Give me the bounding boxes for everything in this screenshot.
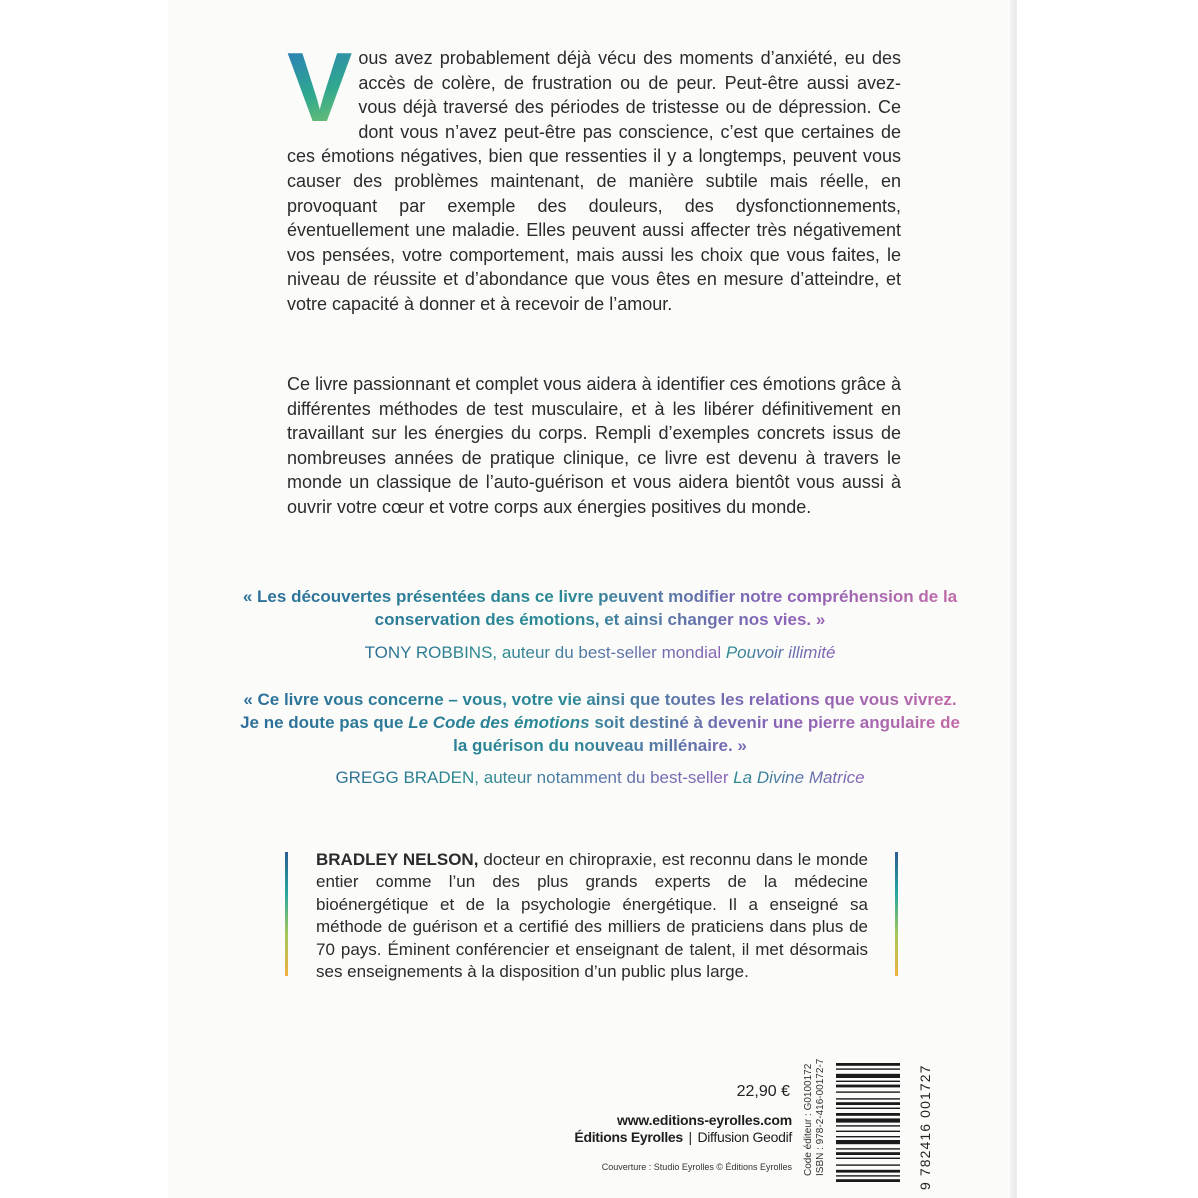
quote-braden bbox=[240, 688, 960, 757]
author-bio-text: docteur en chiropraxie, est reconnu dans le monde entier comme l’un des plus grands experts de la médecine bioénergétique et de la psychologie énergétique. Il a enseigné sa méthode de guérison et a certifié des milliers de praticiens dans plus de 70 pays. Éminent conférencier et enseignant de talent, il met désormais ses enseignements à la disposition d’un public plus large. bbox=[316, 850, 868, 982]
author-bio bbox=[316, 849, 868, 983]
quote-braden-author: GREGG BRADEN, bbox=[335, 768, 480, 787]
barcode-icon bbox=[836, 1063, 900, 1187]
quote-robbins-book: Pouvoir illimité bbox=[725, 643, 836, 662]
quote-braden-role: auteur notamment du best-seller bbox=[479, 768, 734, 787]
quote-robbins-author: TONY ROBBINS, bbox=[364, 643, 498, 662]
quote-robbins-role: auteur du best-seller mondial bbox=[497, 643, 726, 662]
isbn-number: ISBN : 978-2-416-00172-7 bbox=[815, 1058, 826, 1176]
isbn-codes bbox=[803, 1059, 827, 1176]
drop-cap-letter: V bbox=[287, 32, 353, 142]
description-paragraph: Ce livre passionnant et complet vous aidera à identifier ces émotions grâce à différentes méthodes de test musculaire, et à les libérer définitivement en travaillant sur les énergies du corps. Rempli d’exemples concrets issus de nombreuses années de pratique clinique, ce livre est devenu à travers le monde un classique de l’auto-guérison et vous aidera bientôt vous aussi à ouvrir votre cœur et votre corps aux énergies positives du monde. bbox=[287, 374, 901, 517]
quote-robbins: « Les découvertes présentées dans ce livre peuvent modifier notre compréhension de la conservation des émotions, et ainsi changer nos vies. » bbox=[240, 585, 960, 631]
author-bio-name: BRADLEY NELSON, bbox=[316, 850, 479, 869]
distributor-name: Diffusion Geodif bbox=[697, 1129, 792, 1145]
barcode-digits: 9 782416 001727 bbox=[917, 1064, 933, 1190]
quote-braden-title: Le Code des émotions bbox=[408, 713, 590, 732]
quote-braden-text-b: soit destiné à devenir une pierre angulaire de la guérison du nouveau millénaire. » bbox=[453, 713, 960, 755]
code-editeur: Code éditeur : G0100172 bbox=[803, 1063, 814, 1176]
publisher-line bbox=[560, 1129, 792, 1145]
quote-robbins-credit bbox=[240, 642, 960, 664]
publisher-name: Éditions Eyrolles bbox=[574, 1129, 683, 1145]
bio-accent-bar-right bbox=[895, 852, 898, 976]
publisher-website: www.editions-eyrolles.com bbox=[617, 1112, 792, 1128]
price: 22,90 € bbox=[736, 1083, 790, 1100]
quote-braden-book: La Divine Matrice bbox=[733, 768, 865, 787]
intro-paragraph bbox=[287, 32, 901, 317]
intro-text: ous avez probablement déjà vécu des moments d’anxiété, eu des accès de colère, de frustration ou de peur. Peut-être aussi avez-vous déjà traversé des périodes de tristesse ou de dépression. Ce dont vous n’avez peut-être pas conscience, c’est que certaines de ces émotions négatives, bien que ressenties il y a longtemps, peuvent vous causer des problèmes maintenant, de manière subtile mais réelle, en provoquant par exemple des douleurs, des dysfonctionnements, éventuellement une maladie. Elles peuvent aussi affecter très négativement vos pensées, votre comportement, mais aussi les choix que vous faites, le niveau de réussite et d’abondance que vous êtes en mesure d’atteindre, et votre capacité à donner et à recevoir de l’amour. bbox=[287, 48, 901, 314]
quote-braden-credit bbox=[240, 767, 960, 789]
cover-credit: Couverture : Studio Eyrolles © Éditions Eyrolles bbox=[601, 1162, 792, 1172]
publisher-separator: | bbox=[688, 1129, 692, 1145]
quote-braden-text-a: « Ce livre vous concerne – vous, votre vie ainsi que toutes les relations que vous vivrez. Je ne doute pas que bbox=[240, 690, 957, 732]
bio-accent-bar-left bbox=[285, 852, 288, 976]
